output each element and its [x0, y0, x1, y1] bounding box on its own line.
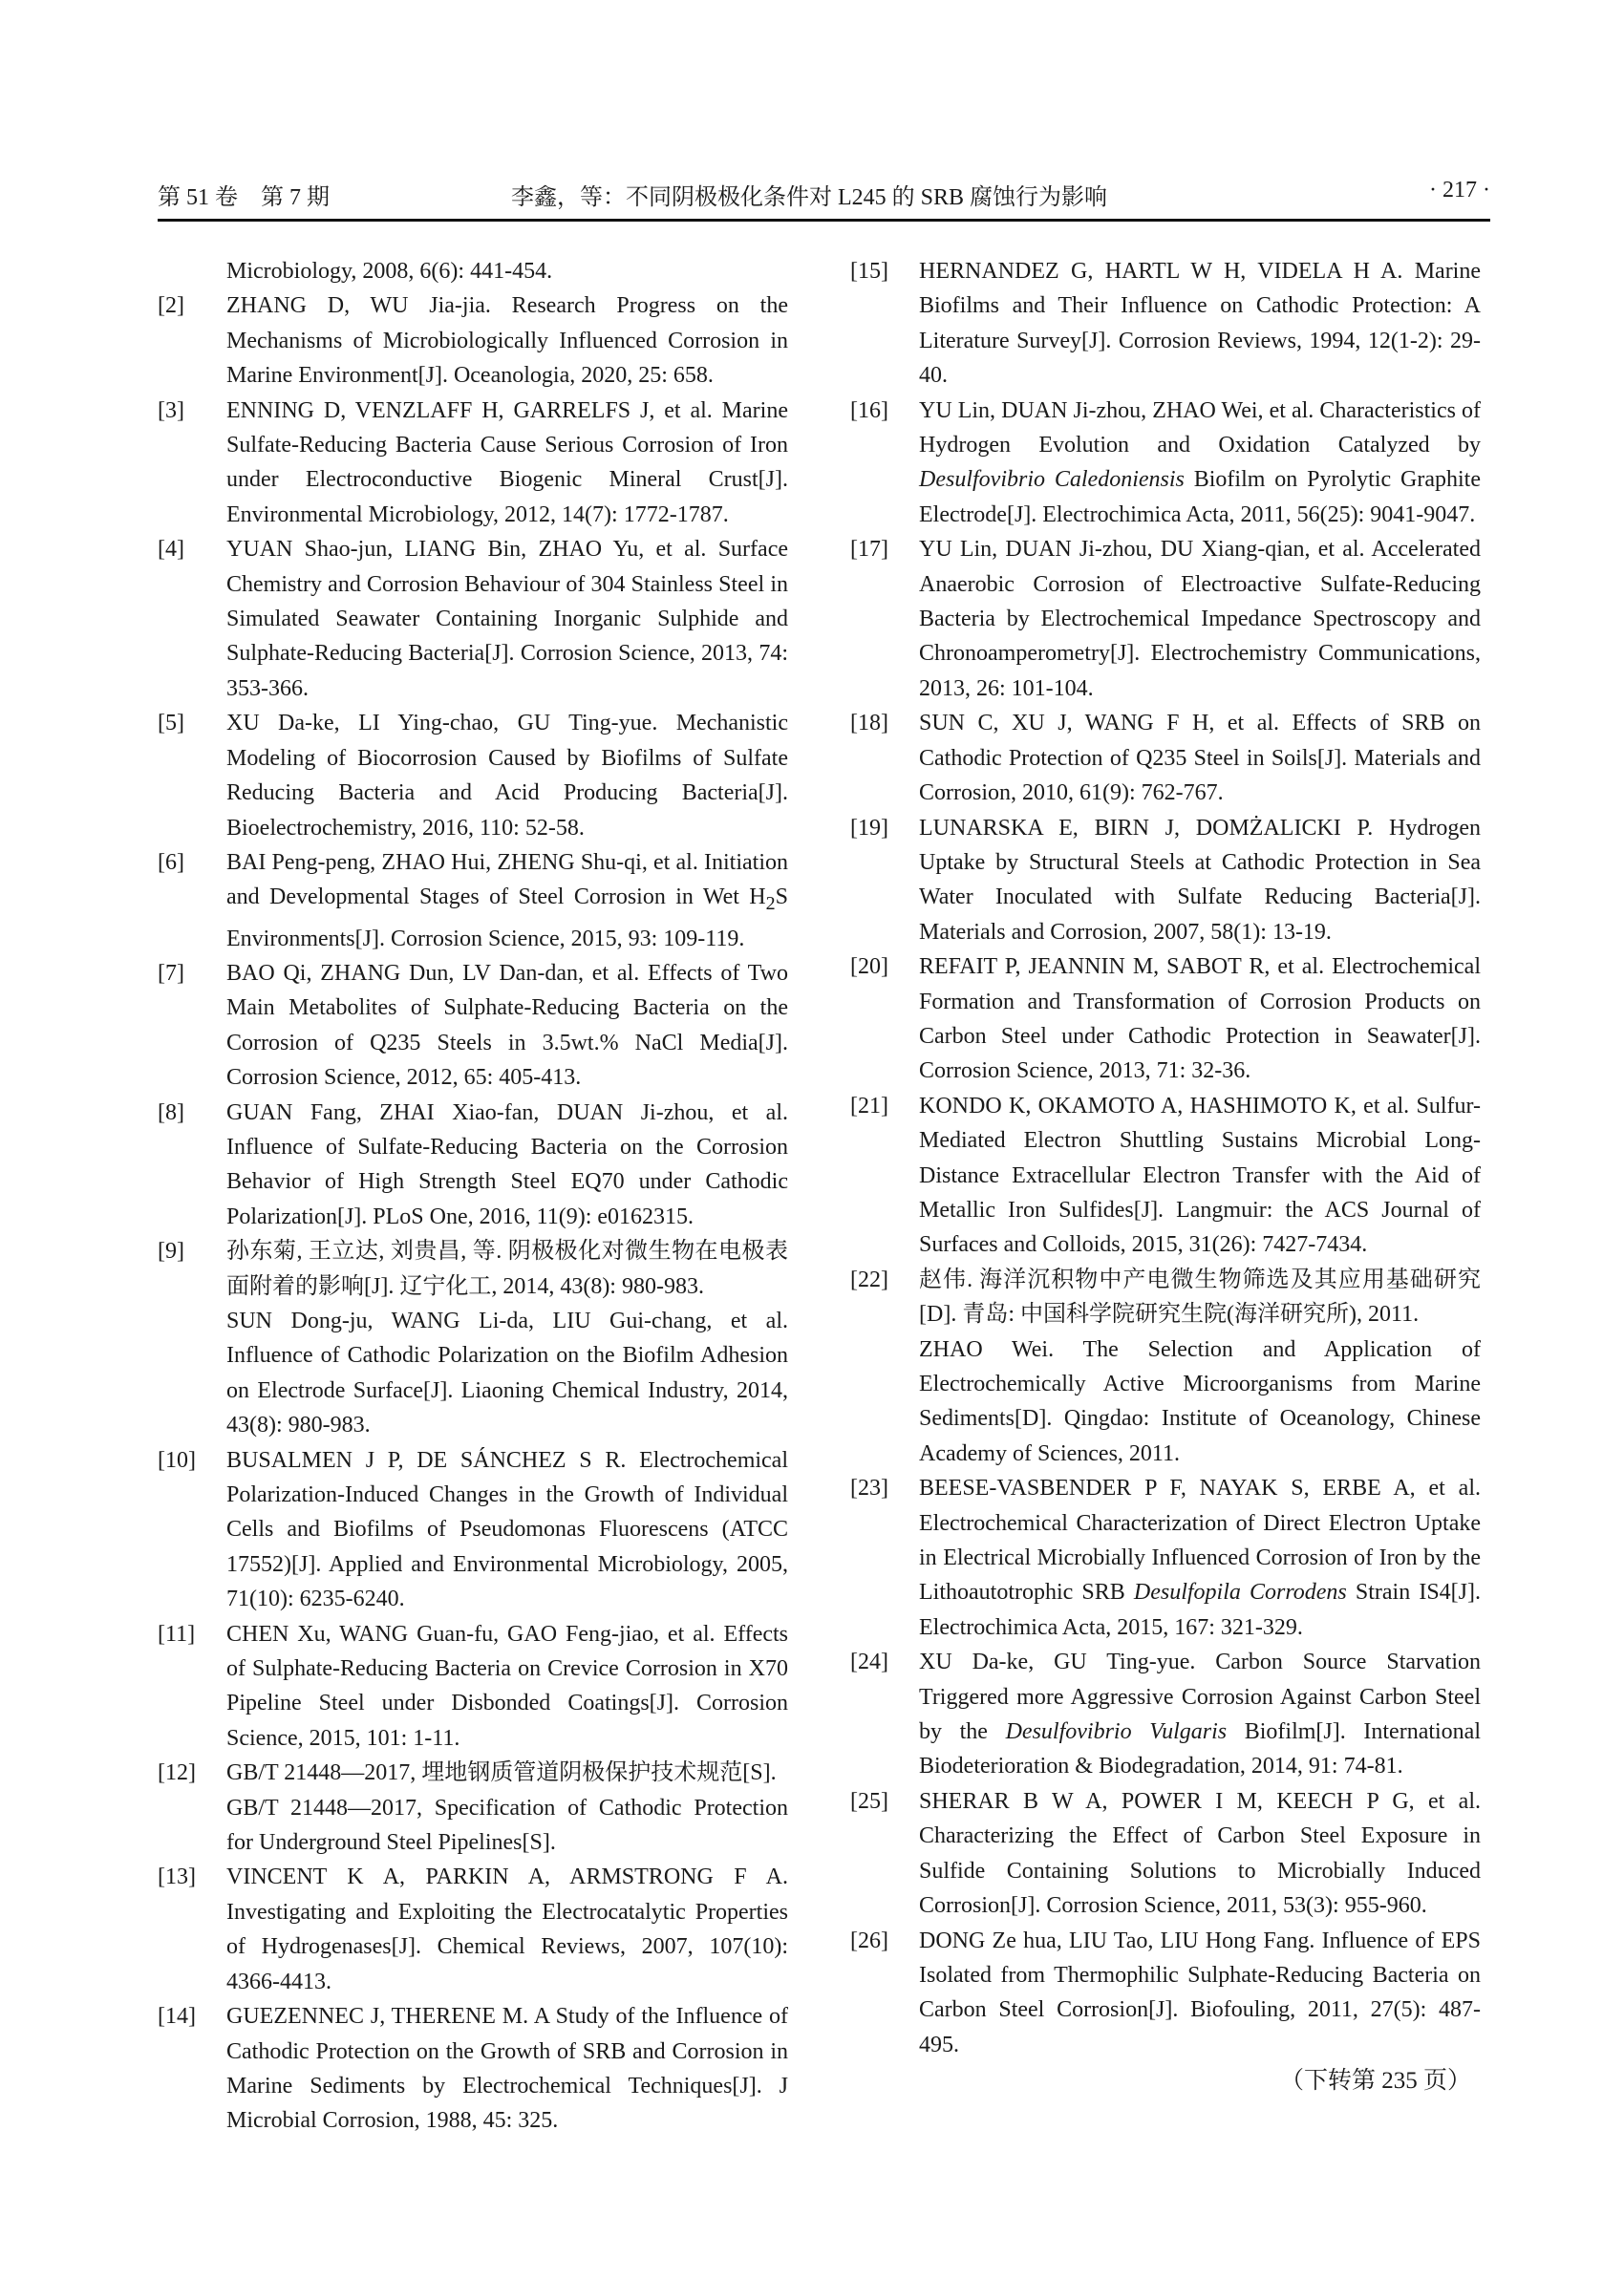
reference-text-part: BAI Peng-peng, ZHAO Hui, ZHENG Shu-qi, et al. Initiation and Developmental Stages of Steel Corrosion in Wet H: [226, 849, 788, 910]
reference-number: [9]: [158, 1239, 184, 1265]
reference-entry: [158, 254, 788, 288]
reference-text: [919, 1471, 1481, 1645]
reference-text: [226, 254, 788, 288]
running-title: 李鑫，等：不同阴极极化条件对 L245 的 SRB 腐蚀行为影响: [511, 185, 1108, 210]
reference-entry: [850, 1784, 1481, 1924]
reference-entry: [158, 1443, 788, 1617]
reference-number: [7]: [158, 960, 184, 986]
reference-entry: [850, 1089, 1481, 1263]
reference-text: [226, 1617, 788, 1757]
reference-text-part: Microbiology, 2008, 6(6): 441-454.: [226, 259, 553, 284]
reference-entry: [158, 288, 788, 393]
reference-text-part: Biofilm on Pyrolytic Graphite Electrode[J]. Electrochimica Acta, 2011, 56(25): 9041-9047.: [919, 467, 1481, 527]
continued-on-page-note: （下转第 235 页）: [1279, 2068, 1471, 2095]
references-right-column: [850, 254, 1481, 2099]
reference-number: [2]: [158, 293, 184, 319]
reference-entry: [850, 1471, 1481, 1645]
reference-number: [18]: [850, 711, 888, 736]
reference-text-part: XU Da-ke, LI Ying-chao, GU Ting-yue. Mechanistic Modeling of Biocorrosion Caused by Biofilms of Sulfate Reducing Bacteria and Acid Producing Bacteria[J]. Bioelectrochemistry, 2016, 110: 52-58.: [226, 711, 788, 841]
reference-number: [20]: [850, 954, 888, 980]
reference-text: [226, 1096, 788, 1235]
reference-text: [226, 1234, 788, 1304]
reference-text-part: BUSALMEN J P, DE SÁNCHEZ S R. Electrochemical Polarization-Induced Changes in the Growth of Individual Cells and Biofilms of Pseudomonas Fluorescens (ATCC 17552)[J]. Applied and Environmental Microbiology, 2005, 71(10): 6235-6240.: [226, 1447, 788, 1612]
reference-number: [13]: [158, 1864, 196, 1890]
reference-text: [226, 1443, 788, 1617]
reference-text: [226, 706, 788, 845]
reference-number: [14]: [158, 2004, 196, 2030]
reference-text-part: KONDO K, OKAMOTO A, HASHIMOTO K, et al. Sulfur-Mediated Electron Shuttling Sustains Microbial Long-Distance Extracellular Electron Transfer with the Aid of Metallic Iron Sulfides[J]. Langmuir: the ACS Journal of Surfaces and Colloids, 2015, 31(26): 7427-7434.: [919, 1093, 1481, 1258]
reference-text-part: YU Lin, DUAN Ji-zhou, DU Xiang-qian, et al. Accelerated Anaerobic Corrosion of Electroactive Sulfate-Reducing Bacteria by Electrochemical Impedance Spectroscopy and Chronoamperometry[J]. Electrochemistry Communications, 2013, 26: 101-104.: [919, 537, 1481, 701]
page-number: · 217 ·: [1429, 178, 1490, 202]
reference-entry: [850, 1645, 1481, 1784]
reference-number: [21]: [850, 1093, 888, 1119]
header-rule: [158, 219, 1490, 222]
reference-number: [5]: [158, 711, 184, 736]
reference-text: [226, 394, 788, 533]
reference-number: [6]: [158, 849, 184, 875]
reference-text: [919, 1784, 1481, 1924]
reference-number: [8]: [158, 1099, 184, 1125]
reference-entry: [850, 706, 1481, 810]
reference-number: [11]: [158, 1621, 196, 1647]
reference-number: [24]: [850, 1650, 888, 1675]
reference-text-part: SUN C, XU J, WANG F H, et al. Effects of SRB on Cathodic Protection of Q235 Steel in Soils[J]. Materials and Corrosion, 2010, 61(9): 762-767.: [919, 711, 1481, 806]
reference-text-part: DONG Ze hua, LIU Tao, LIU Hong Fang. Influence of EPS Isolated from Thermophilic Sulphate-Reducing Bacteria on Carbon Steel Corrosion[J]. Biofouling, 2011, 27(5): 487-495.: [919, 1928, 1481, 2057]
reference-text-part: 孙东菊, 王立达, 刘贵昌, 等. 阴极极化对微生物在电极表面附着的影响[J]. 辽宁化工, 2014, 43(8): 980-983.: [226, 1239, 788, 1299]
reference-text: [226, 288, 788, 393]
reference-text-part: GB/T 21448—2017, Specification of Cathodic Protection for Underground Steel Pipelines[S].: [226, 1795, 788, 1856]
reference-text-part: XU Da-ke, GU Ting-yue. Carbon Source Starvation Triggered more Aggressive Corrosion Against Carbon Steel by the: [919, 1650, 1481, 1745]
reference-text-part: YU Lin, DUAN Ji-zhou, ZHAO Wei, et al. Characteristics of Hydrogen Evolution and Oxidation Catalyzed by: [919, 397, 1481, 458]
reference-text: [226, 1756, 788, 1790]
reference-text: [226, 1860, 788, 1999]
reference-number: [12]: [158, 1760, 196, 1786]
references-left-column: [158, 254, 788, 2139]
reference-text-part: BEESE-VASBENDER P F, NAYAK S, ERBE A, et al. Electrochemical Characterization of Direct Electron Uptake in Electrical Microbially Influenced Corrosion of Iron by the Lithoautotrophic SRB: [919, 1476, 1481, 1606]
reference-entry: [158, 1304, 788, 1443]
reference-number: [16]: [850, 397, 888, 423]
reference-text-part: 赵伟. 海洋沉积物中产电微生物筛选及其应用基础研究[D]. 青岛: 中国科学院研究生院(海洋研究所), 2011.: [919, 1267, 1481, 1328]
reference-entry: [850, 1924, 1481, 2063]
reference-entry: [158, 956, 788, 1096]
reference-text: [919, 1645, 1481, 1784]
reference-text: [226, 1999, 788, 2139]
reference-text-part: YUAN Shao-jun, LIANG Bin, ZHAO Yu, et al. Surface Chemistry and Corrosion Behaviour of 304 Stainless Steel in Simulated Seawater Containing Inorganic Sulphide and Sulphate-Reducing Bacteria[J]. Corrosion Science, 2013, 74: 353-366.: [226, 537, 788, 701]
reference-entry: [158, 1234, 788, 1304]
reference-entry: [850, 811, 1481, 950]
reference-text-part: SUN Dong-ju, WANG Li-da, LIU Gui-chang, et al. Influence of Cathodic Polarization on the Biofilm Adhesion on Electrode Surface[J]. Liaoning Chemical Industry, 2014, 43(8): 980-983.: [226, 1308, 788, 1438]
reference-entry: [158, 706, 788, 845]
reference-entry: [158, 1860, 788, 1999]
reference-entry: [158, 394, 788, 533]
reference-entry: [158, 532, 788, 706]
reference-text-part: ZHAO Wei. The Selection and Application of Electrochemically Active Microorganisms from Marine Sediments[D]. Qingdao: Institute of Oceanology, Chinese Academy of Sciences, 2011.: [919, 1336, 1481, 1466]
reference-text-part: ENNING D, VENZLAFF H, GARRELFS J, et al. Marine Sulfate-Reducing Bacteria Cause Serious Corrosion of Iron under Electroconductive Biogenic Mineral Crust[J]. Environmental Microbiology, 2012, 14(7): 1772-1787.: [226, 397, 788, 527]
reference-number: [4]: [158, 537, 184, 563]
reference-text: [226, 956, 788, 1096]
volume-issue: 第 51 卷 第 7 期: [158, 185, 330, 210]
reference-number: [17]: [850, 537, 888, 563]
reference-number: [19]: [850, 815, 888, 841]
reference-text: [919, 1263, 1481, 1332]
reference-entry: [850, 532, 1481, 706]
reference-text-part: Strain IS4[J]. Electrochimica Acta, 2015, 167: 321-329.: [919, 1580, 1481, 1640]
reference-text: [919, 1924, 1481, 2063]
reference-entry: [850, 1263, 1481, 1332]
reference-number: [23]: [850, 1476, 888, 1502]
reference-entry: [850, 1332, 1481, 1472]
reference-number: [22]: [850, 1267, 888, 1292]
reference-number: [3]: [158, 397, 184, 423]
reference-text-part: REFAIT P, JEANNIN M, SABOT R, et al. Electrochemical Formation and Transformation of Corrosion Products on Carbon Steel under Cathodic Protection in Seawater[J]. Corrosion Science, 2013, 71: 32-36.: [919, 954, 1481, 1084]
reference-text: [919, 949, 1481, 1089]
reference-entry: [850, 949, 1481, 1089]
reference-text: [226, 1304, 788, 1443]
reference-text: [226, 1791, 788, 1861]
reference-entry: [850, 254, 1481, 394]
reference-text-part: 2: [765, 893, 776, 915]
species-name: Desulfopila Corrodens: [1133, 1580, 1347, 1606]
reference-text-part: Biofilm[J]. International Biodeterioration & Biodegradation, 2014, 91: 74-81.: [919, 1719, 1482, 1779]
reference-text-part: SHERAR B W A, POWER I M, KEECH P G, et al. Characterizing the Effect of Carbon Steel Exposure in Sulfide Containing Solutions to Microbially Induced Corrosion[J]. Corrosion Science, 2011, 53(3): 955-960.: [919, 1788, 1481, 1919]
reference-text: [919, 706, 1481, 810]
reference-text-part: VINCENT K A, PARKIN A, ARMSTRONG F A. Investigating and Exploiting the Electrocatalytic Properties of Hydrogenases[J]. Chemical Reviews, 2007, 107(10): 4366-4413.: [226, 1864, 788, 1994]
reference-text: [919, 1089, 1481, 1263]
reference-entry: [158, 1756, 788, 1790]
reference-text-part: GUAN Fang, ZHAI Xiao-fan, DUAN Ji-zhou, et al. Influence of Sulfate-Reducing Bacteria on the Corrosion Behavior of High Strength Steel EQ70 under Cathodic Polarization[J]. PLoS One, 2016, 11(9): e0162315.: [226, 1099, 788, 1229]
species-name: Desulfovibrio Vulgaris: [1005, 1719, 1228, 1745]
reference-text: [226, 532, 788, 706]
reference-text: [919, 254, 1481, 394]
reference-entry: [158, 1096, 788, 1235]
reference-entry: [158, 1791, 788, 1861]
reference-text-part: BAO Qi, ZHANG Dun, LV Dan-dan, et al. Effects of Two Main Metabolites of Sulphate-Reducing Bacteria on the Corrosion of Q235 Steels in 3.5wt.% NaCl Media[J]. Corrosion Science, 2012, 65: 405-413.: [226, 960, 788, 1091]
reference-entry: [158, 1617, 788, 1757]
reference-text-part: HERNANDEZ G, HARTL W H, VIDELA H A. Marine Biofilms and Their Influence on Cathodic Protection: A Literature Survey[J]. Corrosion Reviews, 1994, 12(1-2): 29-40.: [919, 259, 1481, 389]
reference-text-part: LUNARSKA E, BIRN J, DOMŻALICKI P. Hydrogen Uptake by Structural Steels at Cathodic Protection in Sea Water Inoculated with Sulfate Reducing Bacteria[J]. Materials and Corrosion, 2007, 58(1): 13-19.: [919, 815, 1481, 945]
reference-entry: [158, 845, 788, 956]
reference-number: [25]: [850, 1788, 888, 1814]
running-header: [158, 178, 1490, 216]
reference-text: [919, 532, 1481, 706]
reference-text-part: ZHANG D, WU Jia-jia. Research Progress on the Mechanisms of Microbiologically Influenced Corrosion in Marine Environment[J]. Oceanologia, 2020, 25: 658.: [226, 293, 788, 389]
reference-number: [26]: [850, 1928, 888, 1953]
reference-text: [226, 845, 788, 956]
reference-text-part: GUEZENNEC J, THERENE M. A Study of the Influence of Cathodic Protection on the Growth of SRB and Corrosion in Marine Sediments by Electrochemical Techniques[J]. J Microbial Corrosion, 1988, 45: 325.: [226, 2004, 788, 2134]
reference-text: [919, 811, 1481, 950]
reference-text: [919, 394, 1481, 533]
reference-text: [919, 1332, 1481, 1472]
reference-entry: [850, 394, 1481, 533]
reference-number: [10]: [158, 1447, 196, 1473]
reference-text-part: S Environments[J]. Corrosion Science, 2015, 93: 109-119.: [226, 884, 788, 951]
reference-text-part: CHEN Xu, WANG Guan-fu, GAO Feng-jiao, et al. Effects of Sulphate-Reducing Bacteria on Crevice Corrosion in X70 Pipeline Steel under Disbonded Coatings[J]. Corrosion Science, 2015, 101: 1-11.: [226, 1621, 788, 1751]
reference-number: [15]: [850, 259, 888, 284]
reference-text-part: GB/T 21448—2017, 埋地钢质管道阴极保护技术规范[S].: [226, 1760, 777, 1786]
species-name: Desulfovibrio Caledoniensis: [919, 467, 1185, 493]
reference-entry: [158, 1999, 788, 2139]
